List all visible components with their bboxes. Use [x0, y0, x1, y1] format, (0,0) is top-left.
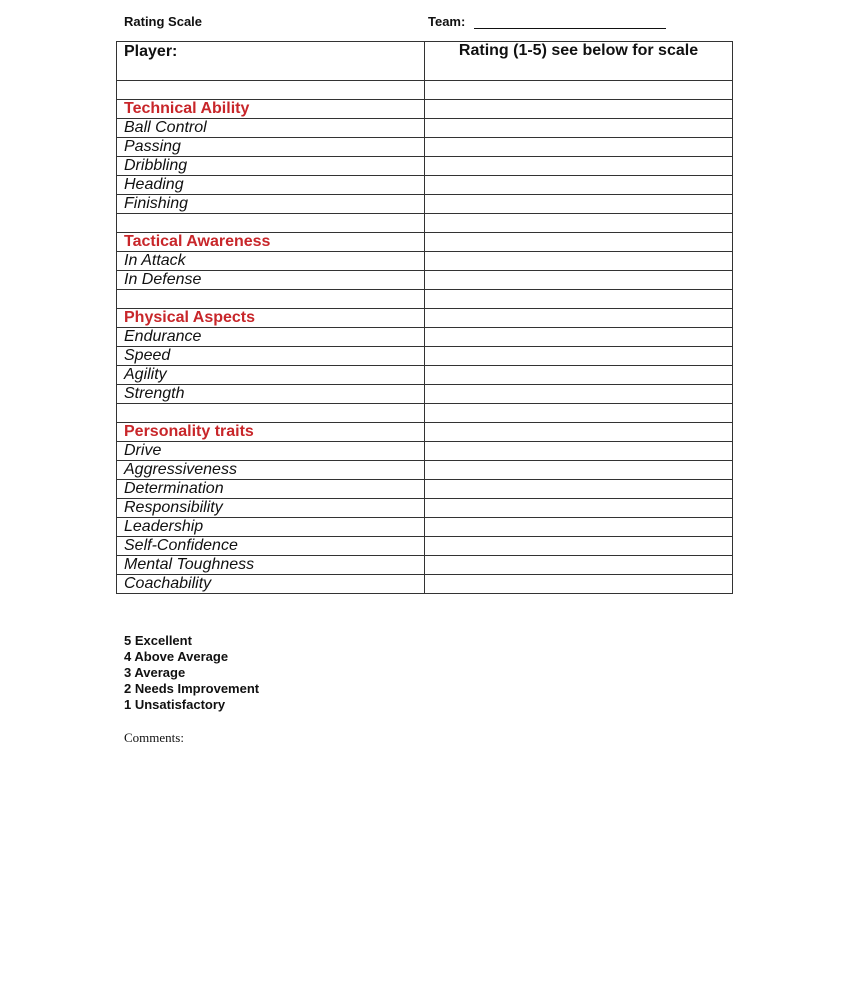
- rating-cell[interactable]: [425, 157, 733, 176]
- rating-cell[interactable]: [425, 138, 733, 157]
- rating-cell[interactable]: [425, 480, 733, 499]
- table-row: [117, 347, 733, 366]
- rating-cell[interactable]: [425, 442, 733, 461]
- table-row: [117, 252, 733, 271]
- table-row: [117, 518, 733, 537]
- criterion-cell: [117, 214, 425, 233]
- spacer-row: [117, 290, 733, 309]
- criterion-label: Speed: [124, 347, 171, 364]
- section-row: [117, 423, 733, 442]
- rating-cell[interactable]: [425, 385, 733, 404]
- section-row: [117, 233, 733, 252]
- rating-cell[interactable]: [425, 366, 733, 385]
- table-row: [117, 271, 733, 290]
- criterion-label: Self-Confidence: [124, 537, 238, 554]
- criterion-cell: [117, 461, 425, 480]
- rating-cell[interactable]: [425, 499, 733, 518]
- rating-cell[interactable]: [425, 119, 733, 138]
- scale-item-4: 4 Above Average: [124, 649, 229, 664]
- criterion-cell: [117, 366, 425, 385]
- criterion-label: Mental Toughness: [124, 556, 255, 573]
- criterion-label: Ball Control: [124, 119, 207, 136]
- criterion-cell: [117, 81, 425, 100]
- criterion-label: Finishing: [124, 195, 189, 212]
- rating-cell[interactable]: [425, 518, 733, 537]
- criterion-cell: [117, 233, 425, 252]
- criterion-label: Aggressiveness: [124, 461, 237, 478]
- criterion-label: Heading: [124, 176, 184, 193]
- table-row: [117, 366, 733, 385]
- table-row: [117, 480, 733, 499]
- table-header-row: [117, 42, 733, 81]
- section-heading: Physical Aspects: [124, 309, 256, 326]
- spacer-row: [117, 81, 733, 100]
- criterion-cell: [117, 309, 425, 328]
- criterion-cell: [117, 404, 425, 423]
- rating-cell: [425, 233, 733, 252]
- rating-scale-legend: [124, 633, 259, 713]
- spacer-row: [117, 214, 733, 233]
- criterion-cell: [117, 138, 425, 157]
- rating-cell: [425, 81, 733, 100]
- criterion-cell: [117, 271, 425, 290]
- rating-cell[interactable]: [425, 176, 733, 195]
- rating-cell[interactable]: [425, 328, 733, 347]
- rating-cell: [425, 404, 733, 423]
- criterion-label: Coachability: [124, 575, 212, 592]
- criterion-label: Drive: [124, 442, 162, 459]
- criterion-label: In Defense: [124, 271, 202, 288]
- criterion-cell: [117, 499, 425, 518]
- scale-item-1: 1 Unsatisfactory: [124, 697, 226, 712]
- criterion-label: Determination: [124, 480, 224, 497]
- rating-cell[interactable]: [425, 271, 733, 290]
- criterion-cell: [117, 537, 425, 556]
- rating-cell[interactable]: [425, 537, 733, 556]
- table-row: [117, 119, 733, 138]
- criterion-label: Leadership: [124, 518, 204, 535]
- section-heading: Tactical Awareness: [124, 233, 271, 250]
- rating-cell[interactable]: [425, 195, 733, 214]
- section-heading: Personality traits: [124, 423, 254, 440]
- rating-cell: [425, 423, 733, 442]
- criterion-label: Agility: [124, 366, 167, 383]
- rating-table: [116, 41, 733, 594]
- criterion-cell: [117, 385, 425, 404]
- spacer-row: [117, 404, 733, 423]
- player-cell[interactable]: [117, 42, 425, 81]
- table-row: [117, 138, 733, 157]
- rating-cell[interactable]: [425, 556, 733, 575]
- table-row: [117, 537, 733, 556]
- criterion-cell: [117, 556, 425, 575]
- player-label: Player:: [124, 43, 178, 60]
- criterion-cell: [117, 195, 425, 214]
- table-row: [117, 442, 733, 461]
- table-row: [117, 556, 733, 575]
- team-name-field[interactable]: [474, 28, 666, 29]
- rating-cell[interactable]: [425, 252, 733, 271]
- rating-cell: [425, 214, 733, 233]
- rating-cell: [425, 290, 733, 309]
- section-row: [117, 100, 733, 119]
- table-row: [117, 195, 733, 214]
- comments-label: Comments:: [124, 730, 184, 745]
- criterion-label: Strength: [124, 385, 185, 402]
- criterion-cell: [117, 480, 425, 499]
- page-title: Rating Scale: [124, 14, 203, 29]
- criterion-label: Responsibility: [124, 499, 223, 516]
- section-row: [117, 309, 733, 328]
- section-heading: Technical Ability: [124, 100, 250, 117]
- team-label: Team:: [428, 14, 466, 29]
- table-row: [117, 385, 733, 404]
- rating-cell: [425, 100, 733, 119]
- criterion-cell: [117, 347, 425, 366]
- criterion-cell: [117, 518, 425, 537]
- criterion-cell: [117, 252, 425, 271]
- criterion-cell: [117, 176, 425, 195]
- rating-cell[interactable]: [425, 461, 733, 480]
- rating-header: Rating (1-5) see below for scale: [425, 42, 733, 81]
- rating-cell[interactable]: [425, 575, 733, 594]
- table-row: [117, 499, 733, 518]
- criterion-label: Passing: [124, 138, 181, 155]
- criterion-cell: [117, 575, 425, 594]
- criterion-label: In Attack: [124, 252, 186, 269]
- rating-cell[interactable]: [425, 347, 733, 366]
- criterion-cell: [117, 119, 425, 138]
- table-row: [117, 575, 733, 594]
- criterion-cell: [117, 100, 425, 119]
- table-row: [117, 461, 733, 480]
- scale-item-3: 3 Average: [124, 665, 186, 680]
- rating-cell: [425, 309, 733, 328]
- criterion-cell: [117, 290, 425, 309]
- table-row: [117, 176, 733, 195]
- table-row: [117, 157, 733, 176]
- scale-item-5: 5 Excellent: [124, 633, 192, 648]
- criterion-label: Dribbling: [124, 157, 188, 174]
- table-row: [117, 328, 733, 347]
- criterion-cell: [117, 328, 425, 347]
- criterion-cell: [117, 157, 425, 176]
- criterion-label: Endurance: [124, 328, 202, 345]
- criterion-cell: [117, 423, 425, 442]
- criterion-cell: [117, 442, 425, 461]
- scale-item-2: 2 Needs Improvement: [124, 681, 260, 696]
